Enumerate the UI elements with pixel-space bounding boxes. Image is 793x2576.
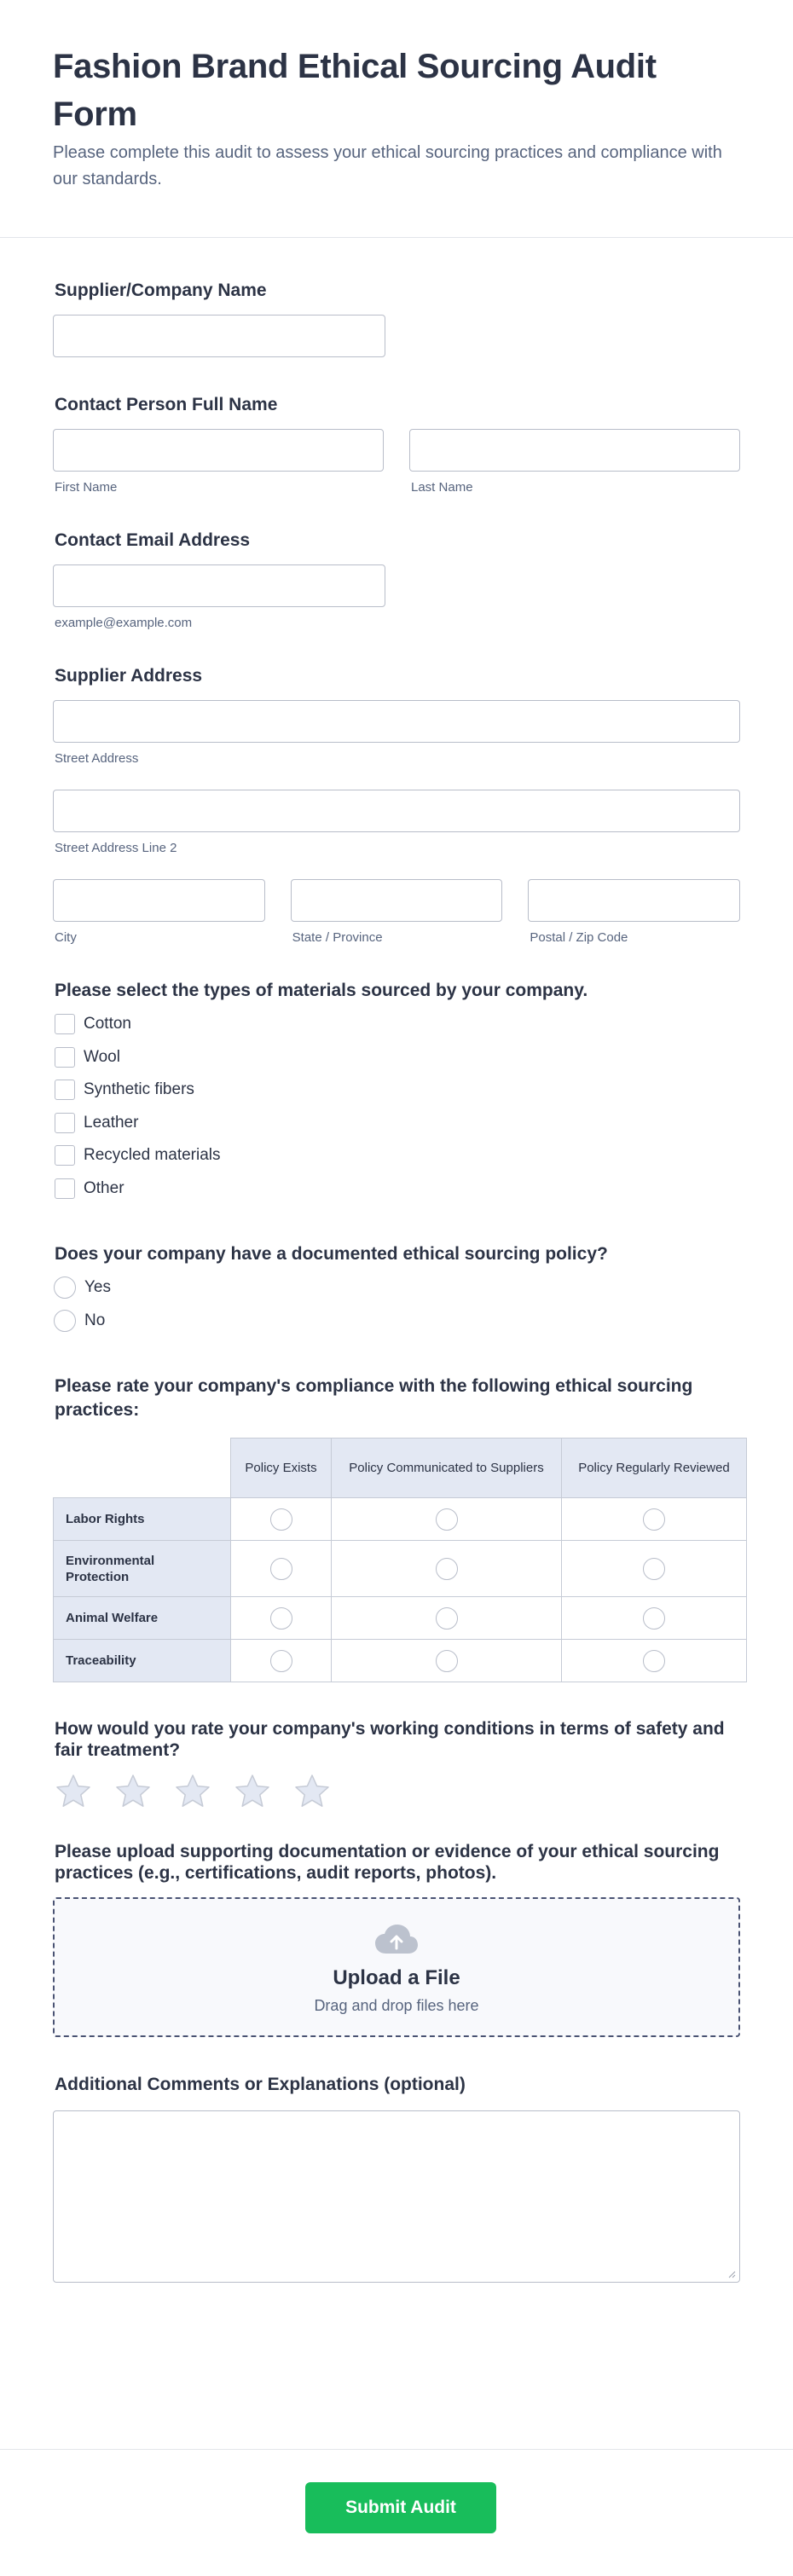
material-option-leather[interactable] xyxy=(53,1107,740,1140)
matrix-radio[interactable] xyxy=(270,1650,292,1672)
option-label: Other xyxy=(84,1178,124,1197)
matrix-column-header: Policy Exists xyxy=(231,1439,332,1498)
matrix-radio[interactable] xyxy=(270,1508,292,1531)
materials-field xyxy=(53,979,740,1205)
matrix-radio[interactable] xyxy=(436,1558,458,1580)
upload-label: Please upload supporting documentation or evidence of your ethical sourcing practices (e.g., certifications, audit reports, photos). xyxy=(55,1842,720,1883)
matrix-column-header: Policy Regularly Reviewed xyxy=(562,1439,747,1498)
audit-form xyxy=(0,279,793,2283)
matrix-radio[interactable] xyxy=(643,1508,665,1531)
matrix-radio[interactable] xyxy=(436,1650,458,1672)
material-option-wool[interactable] xyxy=(53,1041,740,1074)
option-label: Yes xyxy=(84,1278,111,1297)
rating-label: How would you rate your company's working conditions in terms of safety and fair treatment? xyxy=(55,1719,725,1760)
policy-field xyxy=(53,1242,740,1337)
matrix-radio[interactable] xyxy=(643,1607,665,1630)
form-header xyxy=(0,0,793,238)
email-sublabel: example@example.com xyxy=(55,616,193,630)
matrix-cell xyxy=(562,1541,747,1597)
street-address-2-input[interactable] xyxy=(53,790,740,832)
matrix-cell xyxy=(231,1597,332,1640)
state-input[interactable] xyxy=(291,879,503,922)
street-address-2-sublabel: Street Address Line 2 xyxy=(55,841,177,855)
matrix-column-header: Policy Communicated to Suppliers xyxy=(332,1439,562,1498)
option-label: Wool xyxy=(84,1047,120,1066)
resize-handle-icon[interactable] xyxy=(727,2270,736,2278)
star-icon[interactable] xyxy=(114,1773,152,1810)
contact-name-field xyxy=(53,393,740,495)
matrix-cell xyxy=(332,1541,562,1597)
materials-options xyxy=(53,1008,740,1205)
first-name-input[interactable] xyxy=(53,429,384,472)
submit-button[interactable]: Submit Audit xyxy=(305,2482,496,2533)
compliance-label: Please rate your company's compliance with the following ethical sourcing practices: xyxy=(55,1376,693,1420)
matrix-row-header: Labor Rights xyxy=(54,1498,231,1541)
matrix-cell xyxy=(562,1640,747,1682)
checkbox[interactable] xyxy=(55,1113,75,1133)
material-option-cotton[interactable] xyxy=(53,1008,740,1041)
matrix-corner xyxy=(54,1439,231,1498)
company-name-field xyxy=(53,279,740,357)
matrix-cell xyxy=(231,1640,332,1682)
street-address-sublabel: Street Address xyxy=(55,751,139,766)
file-upload-dropzone[interactable] xyxy=(53,1897,740,2037)
form-footer xyxy=(0,2449,793,2576)
matrix-row-header: Environmental Protection xyxy=(54,1541,231,1597)
city-sublabel: City xyxy=(55,930,77,945)
checkbox[interactable] xyxy=(55,1047,75,1068)
matrix-row-header: Animal Welfare xyxy=(54,1597,231,1640)
page-subtitle: Please complete this audit to assess your ethical sourcing practices and compliance with our standards. xyxy=(53,143,722,188)
zip-input[interactable] xyxy=(528,879,740,922)
materials-label: Please select the types of materials sourced by your company. xyxy=(55,981,588,1000)
email-label: Contact Email Address xyxy=(55,530,251,550)
star-icon[interactable] xyxy=(174,1773,211,1810)
matrix-cell xyxy=(231,1498,332,1541)
matrix-cell xyxy=(562,1498,747,1541)
upload-field xyxy=(53,1841,740,2037)
matrix-cell xyxy=(231,1541,332,1597)
street-address-input[interactable] xyxy=(53,700,740,743)
comments-textarea[interactable] xyxy=(53,2110,740,2283)
checkbox[interactable] xyxy=(55,1178,75,1199)
material-option-synthetic[interactable] xyxy=(53,1074,740,1107)
first-name-sublabel: First Name xyxy=(55,480,118,495)
compliance-matrix xyxy=(53,1438,747,1682)
star-icon[interactable] xyxy=(55,1773,92,1810)
compliance-field xyxy=(53,1375,740,1682)
matrix-radio[interactable] xyxy=(270,1558,292,1580)
matrix-row-header: Traceability xyxy=(54,1640,231,1682)
material-option-other[interactable] xyxy=(53,1172,740,1206)
policy-option-yes[interactable] xyxy=(53,1271,740,1305)
option-label: Cotton xyxy=(84,1015,131,1033)
company-name-input[interactable] xyxy=(53,315,385,357)
policy-option-no[interactable] xyxy=(53,1305,740,1338)
address-field xyxy=(53,664,740,945)
zip-sublabel: Postal / Zip Code xyxy=(530,930,628,945)
matrix-radio[interactable] xyxy=(270,1607,292,1630)
checkbox[interactable] xyxy=(55,1014,75,1034)
address-label: Supplier Address xyxy=(55,666,203,686)
radio-button[interactable] xyxy=(54,1310,76,1332)
star-icon[interactable] xyxy=(293,1773,331,1810)
star-icon[interactable] xyxy=(234,1773,271,1810)
material-option-recycled[interactable] xyxy=(53,1139,740,1172)
contact-name-label: Contact Person Full Name xyxy=(55,395,278,414)
email-input[interactable] xyxy=(53,564,385,607)
policy-label: Does your company have a documented ethical sourcing policy? xyxy=(55,1244,608,1264)
option-label: Recycled materials xyxy=(84,1146,221,1165)
matrix-radio[interactable] xyxy=(436,1508,458,1531)
matrix-radio[interactable] xyxy=(643,1558,665,1580)
matrix-cell xyxy=(332,1640,562,1682)
company-name-label: Supplier/Company Name xyxy=(55,281,267,300)
email-field xyxy=(53,529,740,630)
checkbox[interactable] xyxy=(55,1145,75,1166)
last-name-sublabel: Last Name xyxy=(411,480,473,495)
last-name-input[interactable] xyxy=(409,429,740,472)
star-rating xyxy=(55,1773,740,1810)
state-sublabel: State / Province xyxy=(292,930,383,945)
comments-label: Additional Comments or Explanations (optional) xyxy=(55,2075,466,2094)
page-title: Fashion Brand Ethical Sourcing Audit Form xyxy=(53,48,657,133)
cloud-upload-icon xyxy=(374,1923,419,1955)
radio-button[interactable] xyxy=(54,1276,76,1299)
matrix-cell xyxy=(332,1498,562,1541)
option-label: Synthetic fibers xyxy=(84,1080,194,1099)
matrix-cell xyxy=(562,1597,747,1640)
rating-field xyxy=(53,1718,740,1810)
upload-title: Upload a File xyxy=(333,1966,460,1989)
city-input[interactable] xyxy=(53,879,265,922)
upload-subtitle: Drag and drop files here xyxy=(314,1997,479,2014)
matrix-radio[interactable] xyxy=(436,1607,458,1630)
option-label: Leather xyxy=(84,1113,139,1132)
matrix-radio[interactable] xyxy=(643,1650,665,1672)
option-label: No xyxy=(84,1311,106,1329)
policy-options xyxy=(53,1271,740,1337)
comments-field xyxy=(53,2073,740,2283)
matrix-cell xyxy=(332,1597,562,1640)
checkbox[interactable] xyxy=(55,1080,75,1100)
